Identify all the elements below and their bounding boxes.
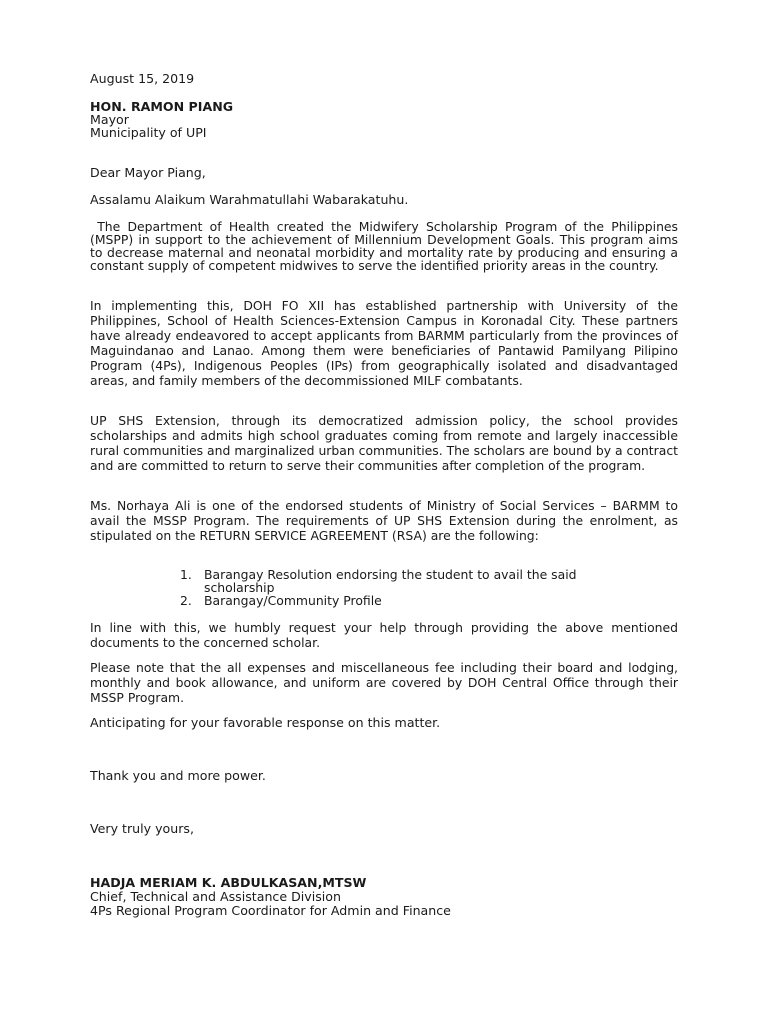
- signatory-title: Chief, Technical and Assistance Division: [90, 889, 341, 904]
- list-item-number: 2.: [180, 593, 192, 608]
- paragraph-program: The Department of Health created the Midwifery Scholarship Program of the Philippines (MSPP) in support to the achievement of Millennium Development Goals. This program aims to decrease maternal and neonatal morbidity and mortality rate by producing and ensuring a constant supply of competent midwives to serve the identified priority areas in the country.: [90, 219, 678, 273]
- closing-line: Very truly yours,: [90, 821, 194, 836]
- recipient-name: HON. RAMON PIANG: [90, 99, 234, 114]
- list-item: [180, 568, 630, 594]
- letter-date: August 15, 2019: [90, 71, 195, 86]
- recipient-office: Municipality of UPI: [90, 125, 207, 140]
- paragraph-note: Please note that the all expenses and miscellaneous fee including their board and lodging, monthly and book allowance, and uniform are covered by DOH Central Office through their MSSP Program.: [90, 660, 678, 705]
- paragraph-partnership: In implementing this, DOH FO XII has established partnership with University of the Philippines, School of Health Sciences-Extension Campus in Koronadal City. These partners have already endeavored to accept applicants from BARMM particularly from the provinces of Maguindanao and Lanao. Among them were beneficiaries of Pantawid Pamilyang Pilipino Program (4Ps), Indigenous Peoples (IPs) from geographically isolated and disadvantaged areas, and family members of the decommissioned MILF combatants.: [90, 298, 678, 388]
- requirements-list: [180, 568, 630, 607]
- greeting: Assalamu Alaikum Warahmatullahi Wabarakatuhu.: [90, 192, 409, 207]
- salutation: Dear Mayor Piang,: [90, 165, 206, 180]
- list-item: [180, 594, 630, 607]
- anticipation-line: Anticipating for your favorable response on this matter.: [90, 715, 441, 730]
- paragraph-requirements-intro: Ms. Norhaya Ali is one of the endorsed students of Ministry of Social Services – BARMM to avail the MSSP Program. The requirements of UP SHS Extension during the enrolment, as stipulated on the RETURN SERVICE AGREEMENT (RSA) are the following:: [90, 498, 678, 543]
- list-item-text: Barangay Resolution endorsing the student to avail the said scholarship: [204, 567, 577, 595]
- paragraph-request: In line with this, we humbly request your help through providing the above mentioned documents to the concerned scholar.: [90, 620, 678, 650]
- list-item-text: Barangay/Community Profile: [204, 593, 382, 608]
- thanks-line: Thank you and more power.: [90, 768, 266, 783]
- signatory-role: 4Ps Regional Program Coordinator for Admin and Finance: [90, 903, 451, 918]
- list-item-number: 1.: [180, 567, 192, 582]
- recipient-title: Mayor: [90, 112, 129, 127]
- signatory-name: HADJA MERIAM K. ABDULKASAN,MTSW: [90, 875, 367, 890]
- paragraph-admission: UP SHS Extension, through its democratized admission policy, the school provides scholarships and admits high school graduates coming from remote and largely inaccessible rural communities and marginalized urban communities. The scholars are bound by a contract and are committed to return to serve their communities after completion of the program.: [90, 413, 678, 473]
